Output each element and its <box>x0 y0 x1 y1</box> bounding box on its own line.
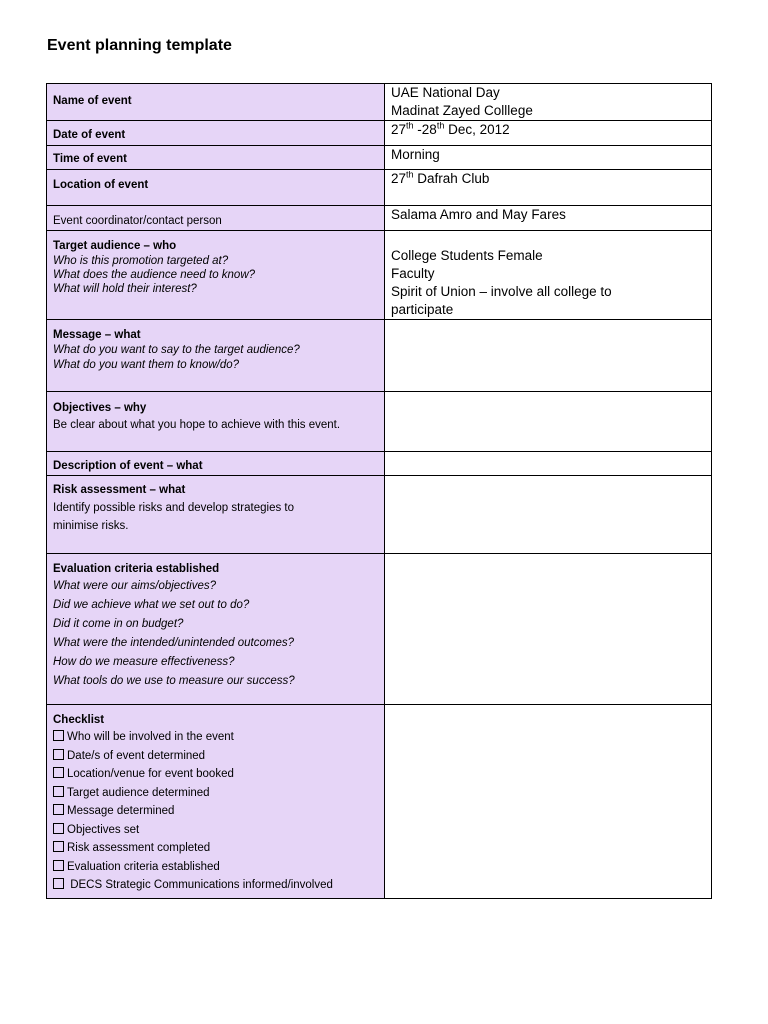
checkbox-icon[interactable] <box>53 749 64 760</box>
label-cell <box>47 231 385 320</box>
value-line: Madinat Zayed Colllege <box>391 103 533 118</box>
row-location-of-event <box>47 170 712 206</box>
row-target-audience <box>47 231 712 320</box>
row-label: Name of event <box>53 95 132 107</box>
row-risk-assessment <box>47 476 712 554</box>
checkbox-icon[interactable] <box>53 823 64 834</box>
value-cell[interactable] <box>385 146 712 170</box>
label-cell <box>47 705 385 899</box>
location-value: 27th Dafrah Club <box>391 169 490 186</box>
row-heading: Target audience – who <box>53 240 177 252</box>
label-cell <box>47 84 385 121</box>
label-cell <box>47 320 385 392</box>
checkbox-icon[interactable] <box>53 841 64 852</box>
row-heading: Checklist <box>53 714 105 726</box>
checklist-item[interactable]: Location/venue for event booked <box>53 765 378 784</box>
row-heading: Message – what <box>53 329 141 341</box>
value-cell[interactable] <box>385 121 712 146</box>
guide-question: What were the intended/unintended outcomes? <box>53 637 295 649</box>
label-cell <box>47 146 385 170</box>
guide-note: Identify possible risks and develop strategies to <box>53 502 294 514</box>
guide-question: What do you want to say to the target audience? <box>53 344 300 356</box>
document-title: Event planning template <box>47 37 232 54</box>
guide-question: Did we achieve what we set out to do? <box>53 599 250 611</box>
checklist-item[interactable]: Date/s of event determined <box>53 747 378 766</box>
date-value: 27th -28th Dec, 2012 <box>391 120 510 137</box>
checkbox-icon[interactable] <box>53 804 64 815</box>
value-cell[interactable] <box>385 392 712 452</box>
guide-note: minimise risks. <box>53 520 129 532</box>
coordinator-value: Salama Amro and May Fares <box>391 207 566 222</box>
guide-question: How do we measure effectiveness? <box>53 656 235 668</box>
value-cell[interactable] <box>385 84 712 121</box>
event-planning-table <box>46 83 712 899</box>
checklist-item[interactable]: DECS Strategic Communications informed/involved <box>53 876 378 895</box>
checkbox-icon[interactable] <box>53 786 64 797</box>
value-line: participate <box>391 302 454 317</box>
value-cell[interactable] <box>385 320 712 392</box>
value-cell[interactable] <box>385 705 712 899</box>
row-label: Location of event <box>53 179 149 191</box>
label-cell <box>47 452 385 476</box>
label-cell <box>47 476 385 554</box>
guide-note: Be clear about what you hope to achieve with this event. <box>53 419 341 431</box>
row-name-of-event <box>47 84 712 121</box>
label-cell <box>47 170 385 206</box>
value-line: UAE National Day <box>391 85 500 100</box>
guide-question: What were our aims/objectives? <box>53 580 216 592</box>
guide-question: What will hold their interest? <box>53 283 197 295</box>
value-cell[interactable] <box>385 231 712 320</box>
guide-question: What do you want them to know/do? <box>53 359 240 371</box>
guide-question: What does the audience need to know? <box>53 269 256 281</box>
checklist-item[interactable]: Target audience determined <box>53 784 378 803</box>
value-cell[interactable] <box>385 476 712 554</box>
label-cell <box>47 206 385 231</box>
row-label: Date of event <box>53 129 126 141</box>
time-value: Morning <box>391 147 440 162</box>
label-cell <box>47 392 385 452</box>
value-cell[interactable] <box>385 206 712 231</box>
guide-question: What tools do we use to measure our success? <box>53 675 295 687</box>
guide-question: Who is this promotion targeted at? <box>53 255 229 267</box>
row-event-coordinator <box>47 206 712 231</box>
row-heading: Risk assessment – what <box>53 484 186 496</box>
checkbox-icon[interactable] <box>53 878 64 889</box>
guide-question: Did it come in on budget? <box>53 618 184 630</box>
row-description <box>47 452 712 476</box>
value-line: Spirit of Union – involve all college to <box>391 284 612 299</box>
checklist-item[interactable]: Who will be involved in the event <box>53 728 378 747</box>
checklist-item[interactable]: Objectives set <box>53 821 378 840</box>
value-cell[interactable] <box>385 170 712 206</box>
checklist-item[interactable]: Message determined <box>53 802 378 821</box>
checkbox-icon[interactable] <box>53 860 64 871</box>
value-cell[interactable] <box>385 452 712 476</box>
row-label: Time of event <box>53 153 127 165</box>
label-cell <box>47 554 385 705</box>
row-heading: Evaluation criteria established <box>53 563 220 575</box>
row-checklist <box>47 705 712 899</box>
row-heading: Description of event – what <box>53 460 203 472</box>
label-cell <box>47 121 385 146</box>
row-message <box>47 320 712 392</box>
value-line: Faculty <box>391 266 435 281</box>
row-heading: Objectives – why <box>53 402 147 414</box>
value-line: College Students Female <box>391 248 543 263</box>
row-objectives <box>47 392 712 452</box>
checkbox-icon[interactable] <box>53 730 64 741</box>
row-evaluation-criteria <box>47 554 712 705</box>
row-date-of-event <box>47 121 712 146</box>
row-time-of-event <box>47 146 712 170</box>
value-cell[interactable] <box>385 554 712 705</box>
row-label: Event coordinator/contact person <box>53 215 222 227</box>
checklist-item[interactable]: Risk assessment completed <box>53 839 378 858</box>
checklist-item[interactable]: Evaluation criteria established <box>53 858 378 877</box>
checkbox-icon[interactable] <box>53 767 64 778</box>
